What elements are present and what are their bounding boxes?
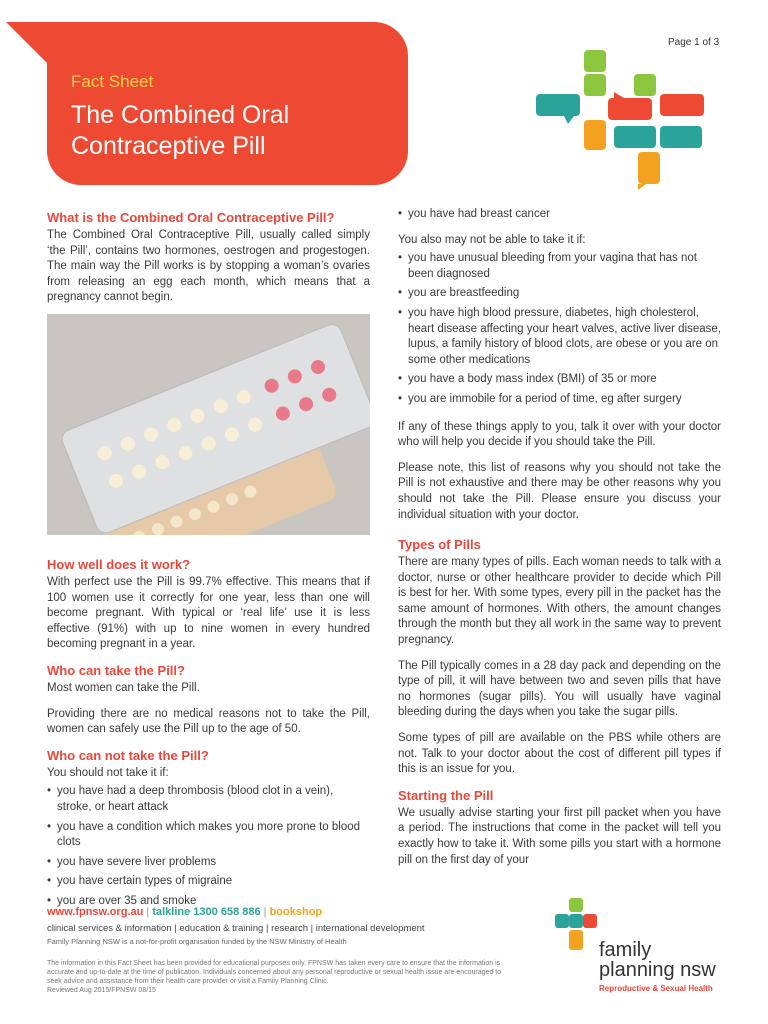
pill-packets-photo [47,314,370,535]
starting-text: We usually advise starting your first pill packet when you have a period. The instructions that come in the packet will tell you exactly how to take it. With some pills you start with a hormone pill on the first day of your [398,806,721,866]
left-column [47,210,370,913]
footer [47,906,547,995]
heading-types: Types of Pills [398,537,481,553]
logo-speech-shapes [536,50,704,190]
heading-who-can-not: Who can not take the Pill? [47,747,209,763]
fact-sheet-label: Fact Sheet [71,72,154,91]
bookshop-link[interactable]: bookshop [269,906,323,918]
what-is-text: The Combined Oral Contraceptive Pill, usually called simply ‘the Pill’, contains two hormones, oestrogen and progestogen. The main way the Pill works is by stopping a woman’s ovaries from releasing an egg each month, which means that a pregnancy cannot begin. [47,229,370,304]
also-intro: You also may not be able to take it if: [398,233,586,246]
how-well-text: With perfect use the Pill is 99.7% effective. This means that if 100 women use it correctly for one year, less than one will become pregnant. With typical or ‘real life’ use it is less effective (91%) with up to nine women in every hundred becoming pregnant in a year. [47,575,370,651]
list-item: • you have a body mass index (BMI) of 35 or more [398,372,721,388]
brand-cross-logo [534,50,714,190]
disclaimer: The information in this Fact Sheet has been provided for educational purposes only. FPNSW has taken every care to ensure that the information is accurate and up-to-date at the time of publication. Individuals concerned about any personal reproductive or sexual health issue are encouraged to seek advice and assistance from their health care provider or visit a Family Planning Clinic. Reviewed Aug 2015/FPNSW 08/15 [47,959,517,995]
types-text-3: Some types of pill are available on the PBS while others are not. Talk to your doctor about the cost of different pill types if this is an issue for you. [398,732,721,776]
list-item: • you have severe liver problems [47,855,370,871]
right-column [398,207,721,868]
brand-tagline: Reproductive & Sexual Health [599,984,713,993]
banner-tail [6,22,50,66]
services-line: clinical services & information | education & training | research | international development [47,923,425,934]
list-item: • you have had breast cancer [398,207,721,223]
list-item: • you are breastfeeding [398,286,721,302]
heading-what-is: What is the Combined Oral Contraceptive Pill? [47,210,335,225]
footer-links: www.fpnsw.org.au | talkline 1300 658 886 | bookshop [47,906,323,918]
talkline-link[interactable]: talkline 1300 658 886 [152,906,261,918]
also-list [398,251,721,407]
brand-name: family planning nsw [599,939,716,981]
list-item: • you have certain types of migraine [47,874,370,890]
list-item: • you have high blood pressure, diabetes, high cholesterol, heart disease affecting your heart valves, active liver disease, lupus, a family history of blood clots, are obese or you are on some other medications [398,306,721,368]
breast-cancer-list [398,207,721,223]
who-can-text-1: Most women can take the Pill. [47,681,200,694]
note-text: Please note, this list of reasons why you should not take the Pill is not exhaustive and there may be other reasons why you should not take the Pill. Please ensure you discuss your individual situation with your doctor. [398,461,721,521]
who-can-not-intro: You should not take it if: [47,766,169,779]
heading-how-well: How well does it work? [47,556,191,572]
heading-starting: Starting the Pill [398,787,494,803]
list-item: • you are immobile for a period of time, eg after surgery [398,392,721,408]
list-item: • you have had a deep thrombosis (blood clot in a vein), stroke, or heart attack [47,784,370,815]
page-number: Page 1 of 3 [668,37,720,48]
who-can-not-list [47,784,370,909]
title-banner [47,22,408,185]
website-link[interactable]: www.fpnsw.org.au [47,906,144,918]
page-title: The Combined Oral Contraceptive Pill [71,101,290,160]
heading-who-can: Who can take the Pill? [47,662,185,678]
reviewed-date: Reviewed Aug 2015/FPNSW 08/15 [47,987,156,994]
list-item: • you have unusual bleeding from your vagina that has not been diagnosed [398,251,721,282]
types-text-2: The Pill typically comes in a 28 day pack and depending on the type of pill, it will have between two and seven pills that have no hormones (sugar pills). You will usually have vaginal bleeding during the days when you take the sugar pills. [398,659,721,719]
list-item: • you have a condition which makes you more prone to blood clots [47,820,370,851]
types-text-1: There are many types of pills. Each woman needs to talk with a doctor, nurse or other healthcare provider to decide which Pill is best for her. With some types, every pill in the packet has the same amount of hormones. With others, the amount changes through the month but they all work in the same way to prevent pregnancy. [398,556,721,647]
family-planning-logo [555,898,735,1008]
advice-text: If any of these things apply to you, talk it over with your doctor who will help you decide if you should take the Pill. [398,420,721,449]
list-item: • you are over 35 and smoke [47,894,370,910]
logo-cross-icon [555,898,599,978]
not-for-profit-note: Family Planning NSW is a not-for-profit organisation funded by the NSW Ministry of Health [47,937,347,946]
who-can-text-2: Providing there are no medical reasons not to take the Pill, women can safely use the Pill up to the age of 50. [47,707,370,736]
